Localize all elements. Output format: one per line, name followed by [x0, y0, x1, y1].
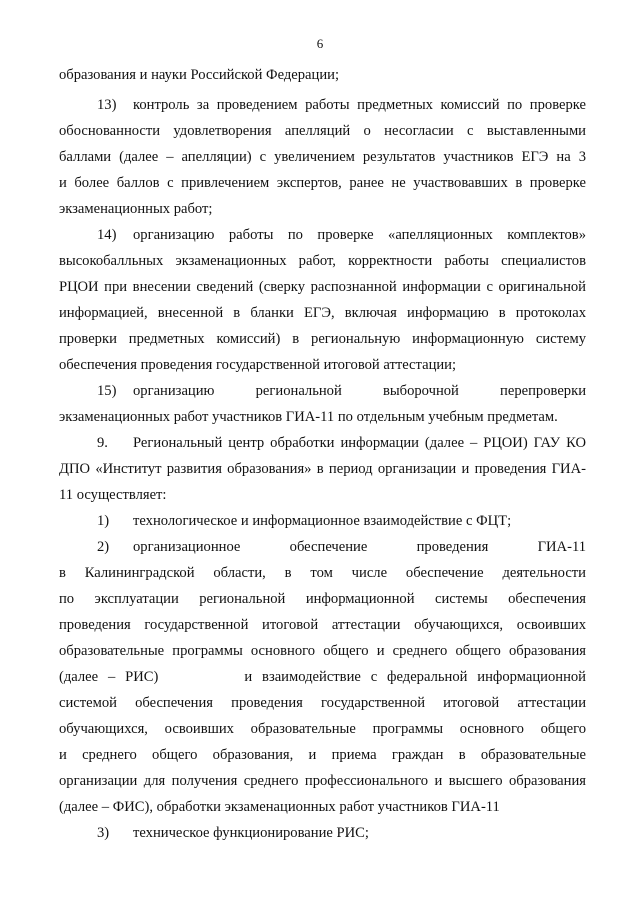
item-number: 9. [97, 435, 108, 451]
list-item-15: 15) организацию региональной выборочной перепроверки [97, 383, 586, 399]
text-line: высокобалльных экзаменационных работ, корректности работы специалистов [59, 253, 586, 269]
text-line: проведения государственной итоговой аттестации обучающихся, освоивших [59, 617, 586, 633]
text-line: 11 осуществляет: [59, 487, 167, 503]
text-line: (далее – РИС) и взаимодействие с федеральной информационной [59, 669, 586, 685]
text-line: образовательные программы основного общего и среднего общего образования [59, 643, 586, 659]
text-line: (далее – ФИС), обработки экзаменационных работ участников ГИА-11 [59, 799, 500, 815]
list-item-13: 13) контроль за проведением работы предметных комиссий по проверке [97, 97, 586, 113]
text-line: обучающихся, освоивших образовательные программы основного общего [59, 721, 586, 737]
item-number: 1) [97, 513, 110, 529]
text-line: в Калининградской области, в том числе обеспечение деятельности [59, 565, 586, 581]
item-number: 2) [97, 539, 110, 555]
text-line: по эксплуатации региональной информационной системы обеспечения [59, 591, 586, 607]
item-number: 13) [97, 97, 117, 113]
text-line: ДПО «Институт развития образования» в период организации и проведения ГИА- [59, 461, 586, 477]
text-line: экзаменационных работ участников ГИА-11 по отдельным учебным предметам. [59, 409, 558, 425]
text-line: и среднего общего образования, и приема граждан в образовательные [59, 747, 586, 763]
text-line: экзаменационных работ; [59, 201, 213, 217]
item-number: 14) [97, 227, 117, 243]
text-line: системой обеспечения проведения государственной итоговой аттестации [59, 695, 586, 711]
section-9: 9. Региональный центр обработки информации (далее – РЦОИ) ГАУ КО [97, 435, 586, 451]
text-line: РЦОИ при внесении сведений (сверку распознанной информации с оригинальной [59, 279, 586, 295]
text-line: обеспечения проведения государственной итоговой аттестации; [59, 357, 457, 373]
text-line: баллами (далее – апелляции) с увеличением результатов участников ЕГЭ на 3 [59, 149, 586, 165]
list-item-2: 2) организационное обеспечение проведения ГИА-11 [97, 539, 586, 555]
text-line: информацией, внесенной в бланки ЕГЭ, включая информацию в протоколах [59, 305, 586, 321]
item-number: 3) [97, 825, 110, 841]
page-number: 6 [316, 36, 324, 51]
text-line: и более баллов с привлечением экспертов, ранее не участвовавших в проверке [59, 175, 586, 191]
item-number: 15) [97, 383, 117, 399]
list-item-3: 3) техническое функционирование РИС; [97, 825, 369, 841]
text-line: обоснованности удовлетворения апелляций о несогласии с выставленными [59, 123, 586, 139]
list-item-14: 14) организацию работы по проверке «апелляционных комплектов» [97, 227, 586, 243]
text-line: организации для получения среднего профессионального и высшего образования [59, 773, 586, 789]
text-line: образования и науки Российской Федерации; [59, 67, 340, 83]
list-item-1: 1) технологическое и информационное взаимодействие с ФЦТ; [97, 513, 512, 529]
text-line: проверки предметных комиссий) в региональную информационную систему [59, 331, 586, 347]
